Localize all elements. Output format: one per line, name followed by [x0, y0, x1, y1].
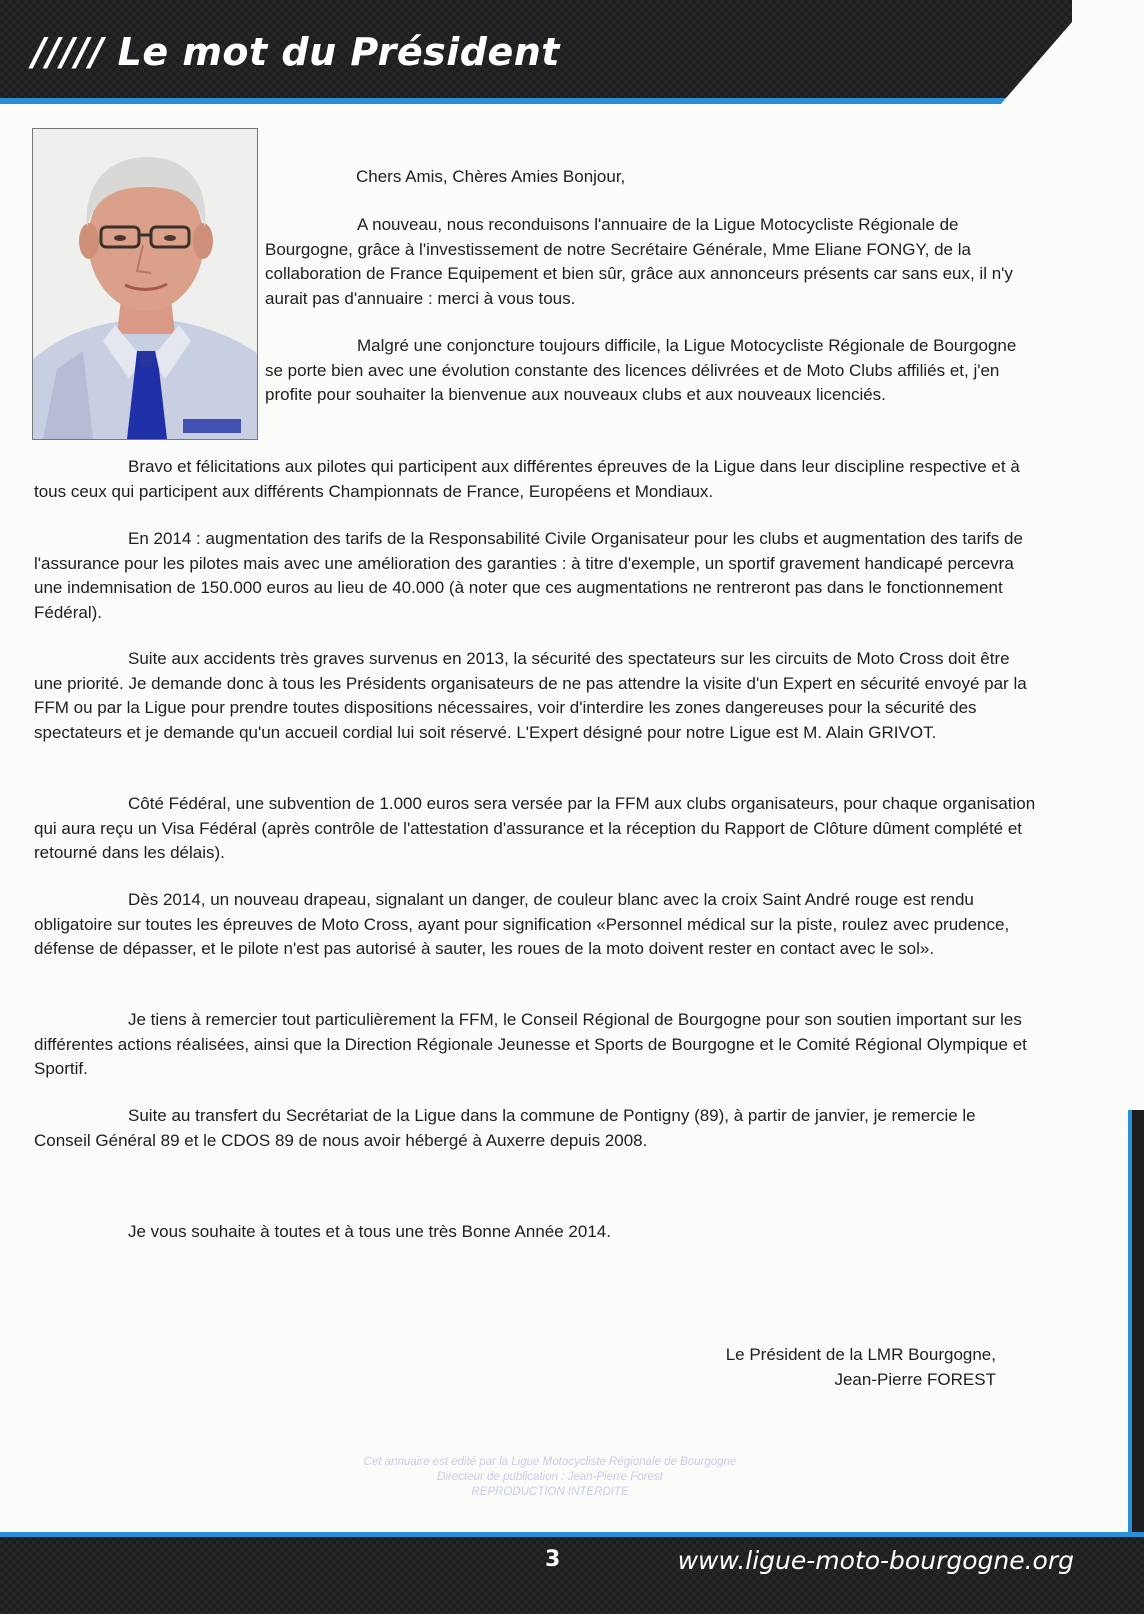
letter-paragraph: Je tiens à remercier tout particulièrement la FFM, le Conseil Régional de Bourgogne pour son soutien important sur les différentes actions réalisées, ainsi que la Direction Régionale Jeunesse et Sports de Bourgogne et le Comité Régional Olympique et Sportif. [34, 1010, 1027, 1078]
letter-paragraph: A nouveau, nous reconduisons l'annuaire de la Ligue Motocycliste Régionale de Bourgogne, grâce à l'investissement de notre Secrétaire Générale, Mme Eliane FONGY, de la collaboration de France Equipement et bien sûr, grâce aux annonceurs présents car sans eux, il n'y aurait pas d'annuaire : merci à vous tous. [265, 215, 1013, 308]
letter-paragraph: Dès 2014, un nouveau drapeau, signalant un danger, de couleur blanc avec la croix Saint André rouge est rendu obligatoire sur toutes les épreuves de Moto Cross, ayant pour signification «Personnel médical sur la piste, roulez avec prudence, défense de dépasser, et le pilote n'est pas autorisé à sauter, les roues de la moto doivent rester en contact avec le sol». [34, 890, 1010, 958]
credits-line: REPRODUCTION INTERDITE [471, 1486, 629, 1498]
letter-paragraph: Côté Fédéral, une subvention de 1.000 euros sera versée par la FFM aux clubs organisateurs, pour chaque organisation qui aura reçu un Visa Fédéral (après contrôle de l'attestation d'assurance et la réception du Rapport de Clôture dûment complété et retourné dans les délais). [34, 794, 1036, 862]
letter-paragraph: Malgré une conjoncture toujours difficile, la Ligue Motocycliste Régionale de Bourgogne se porte bien avec une évolution constante des licences délivrées et de Moto Clubs affiliés et, j'en profite pour souhaiter la bienvenue aux nouveaux clubs et aux nouveaux licenciés. [265, 336, 1017, 404]
credits-line: Cet annuaire est edité par la Ligue Motocycliste Régionale de Bourgogne [363, 1456, 737, 1468]
letter-paragraph: Bravo et félicitations aux pilotes qui participent aux différentes épreuves de la Ligue dans leur discipline respective et à tous ceux qui participent aux différents Championnats de France, Européens et Mondiaux. [34, 457, 1020, 501]
letter-paragraph: Suite aux accidents très graves survenus en 2013, la sécurité des spectateurs sur les circuits de Moto Cross doit être une priorité. Je demande donc à tous les Présidents organisateurs de ne pas attendre la visite d'un Expert en sécurité envoyé par la FFM ou par la Ligue pour prendre toutes dispositions nécessaires, voir d'interdire les zones dangereuses pour la sécurité des spectateurs et je demande qu'un accueil cordial lui soit réservé. L'Expert désigné pour notre Ligue est M. Alain GRIVOT. [34, 649, 1027, 742]
edge-strip [1128, 1110, 1144, 1540]
president-portrait-icon [33, 129, 257, 439]
page-number: 3 [545, 1547, 561, 1572]
letter-closing: Je vous souhaite à toutes et à tous une très Bonne Année 2014. [128, 1222, 611, 1241]
credits-line: Directeur de publication : Jean-Pierre Forest [437, 1471, 663, 1483]
publication-credits [300, 1455, 800, 1500]
signature-title: Le Président de la LMR Bourgogne, [725, 1345, 996, 1364]
signature-name: Jean-Pierre FOREST [834, 1369, 996, 1389]
website-link[interactable]: www.ligue-moto-bourgogne.org [677, 1546, 1074, 1575]
president-photo [32, 128, 258, 440]
letter-paragraph: Suite au transfert du Secrétariat de la Ligue dans la commune de Pontigny (89), à partir de janvier, je remercie le Conseil Général 89 et le CDOS 89 de nous avoir hébergé à Auxerre depuis 2008. [34, 1106, 976, 1150]
page-title: ///// Le mot du Président [32, 30, 560, 74]
letter-greeting: Chers Amis, Chères Amies Bonjour, [356, 167, 626, 186]
header-band [0, 0, 1144, 108]
letter-paragraph: En 2014 : augmentation des tarifs de la Responsabilité Civile Organisateur pour les clubs et augmentation des tarifs de l'assurance pour les pilotes mais avec une amélioration des garanties : à titre d'exemple, un sportif gravement handicapé percevra une indemnisation de 150.000 euros au lieu de 40.000 (à noter que ces augmentations ne rentreront pas dans le fonctionnement Fédéral). [34, 529, 1023, 622]
signature-block [726, 1343, 996, 1392]
